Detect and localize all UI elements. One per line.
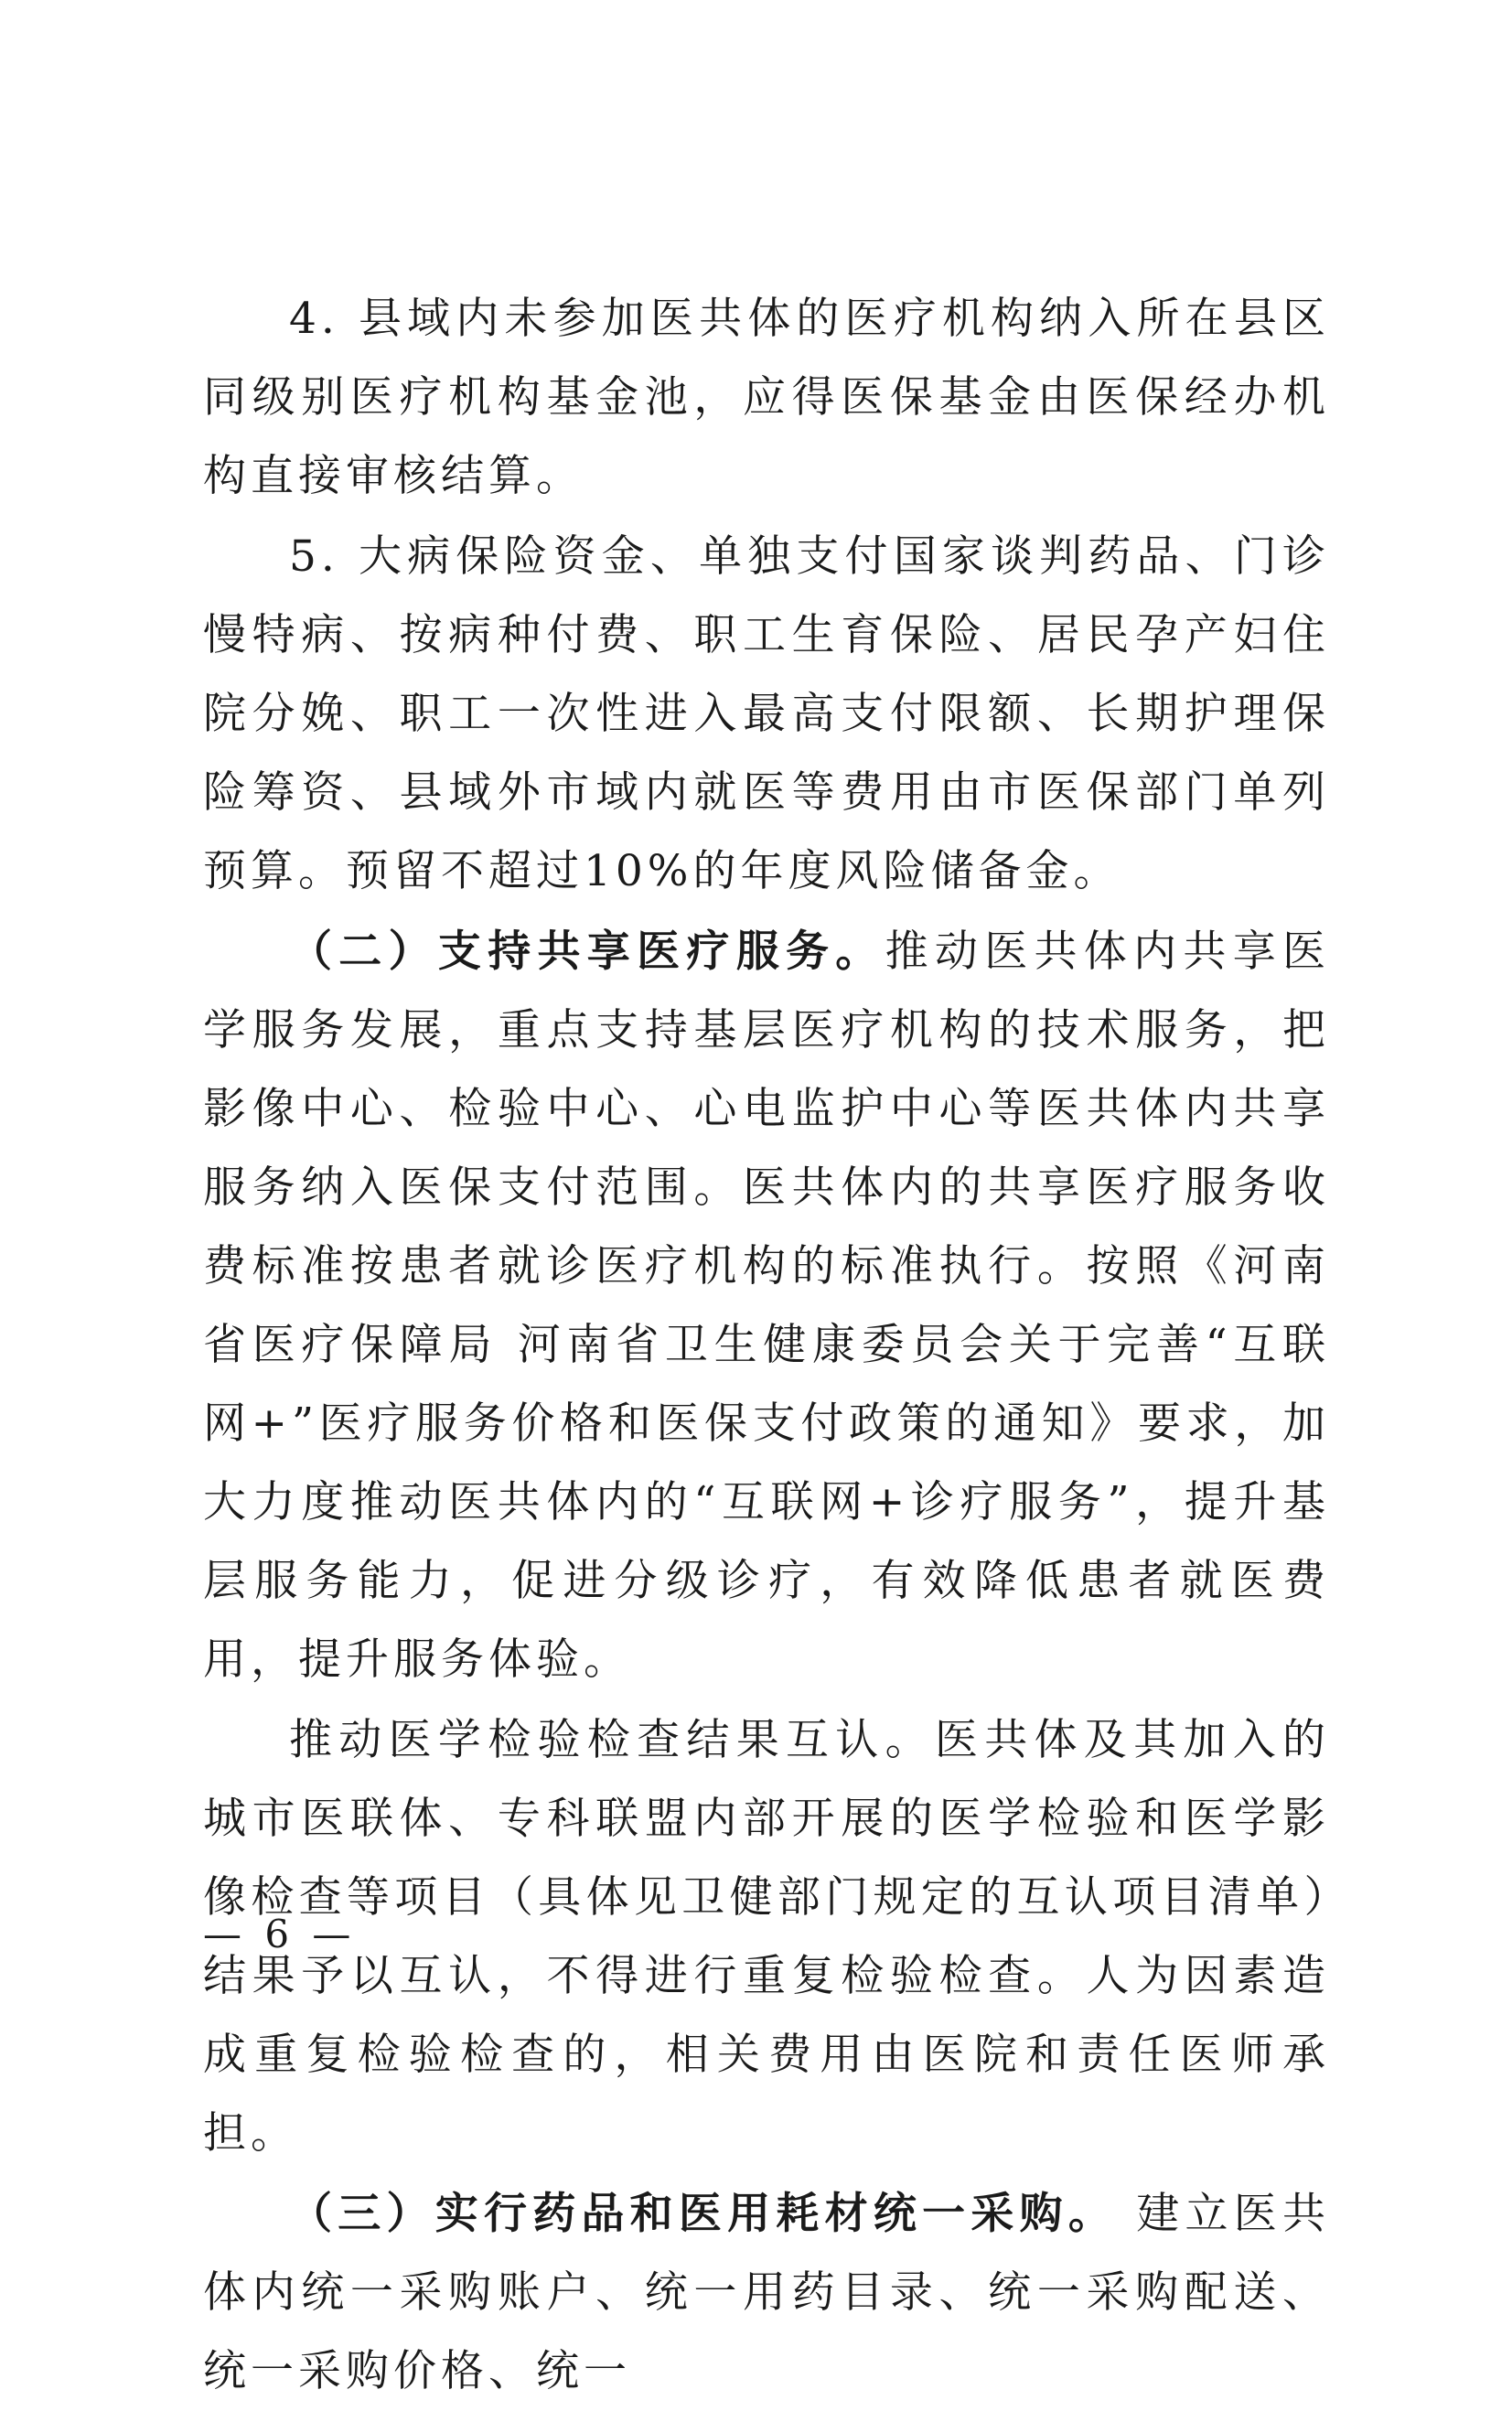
page-number: — 6 — bbox=[203, 1912, 357, 1956]
paragraph-item-4: 4. 县域内未参加医共体的医疗机构纳入所在县区同级别医疗机构基金池，应得医保基金由医保经办机构直接审核结算。 bbox=[203, 294, 1330, 501]
section-2-body: 推动医共体内共享医学服务发展，重点支持基层医疗机构的技术服务，把影像中心、检验中心、心电监护中心等医共体内共享服务纳入医保支付范围。医共体内的共享医疗服务收费标准按患者就诊医疗机构的标准执行。按照《河南省医疗保障局 河南省卫生健康委员会关于完善“互联网+”医疗服务价格和医保支付政策的通知》要求，加大力度推动医共体内的“互联网+诊疗服务”，提升基层服务能力，促进分级诊疗，有效降低患者就医费用，提升服务体验。 bbox=[203, 927, 1331, 1685]
paragraph-section-3 bbox=[203, 2175, 1330, 2411]
paragraph-item-5: 5. 大病保险资金、单独支付国家谈判药品、门诊慢特病、按病种付费、职工生育保险、居民孕产妇住院分娩、职工一次性进入最高支付限额、长期护理保险筹资、县域外市域内就医等费用由市医保部门单列预算。预留不超过10%的年度风险储备金。 bbox=[203, 531, 1330, 896]
paragraph-section-2 bbox=[203, 913, 1330, 1699]
document-body bbox=[203, 280, 1330, 2411]
paragraph-mutual-recognition: 推动医学检验检查结果互认。医共体及其加入的城市医联体、专科联盟内部开展的医学检验和医学影像检查等项目（具体见卫健部门规定的互认项目清单）结果予以互认，不得进行重复检验检查。人为因素造成重复检验检查的，相关费用由医院和责任医师承担。 bbox=[203, 1715, 1330, 2159]
section-2-heading: （二）支持共享医疗服务。 bbox=[289, 927, 885, 977]
section-3-body: 建立医共体内统一采购账户、统一用药目录、统一采购配送、统一采购价格、统一 bbox=[203, 2189, 1330, 2396]
section-3-heading: （三）实行药品和医用耗材统一采购。 bbox=[289, 2189, 1118, 2239]
